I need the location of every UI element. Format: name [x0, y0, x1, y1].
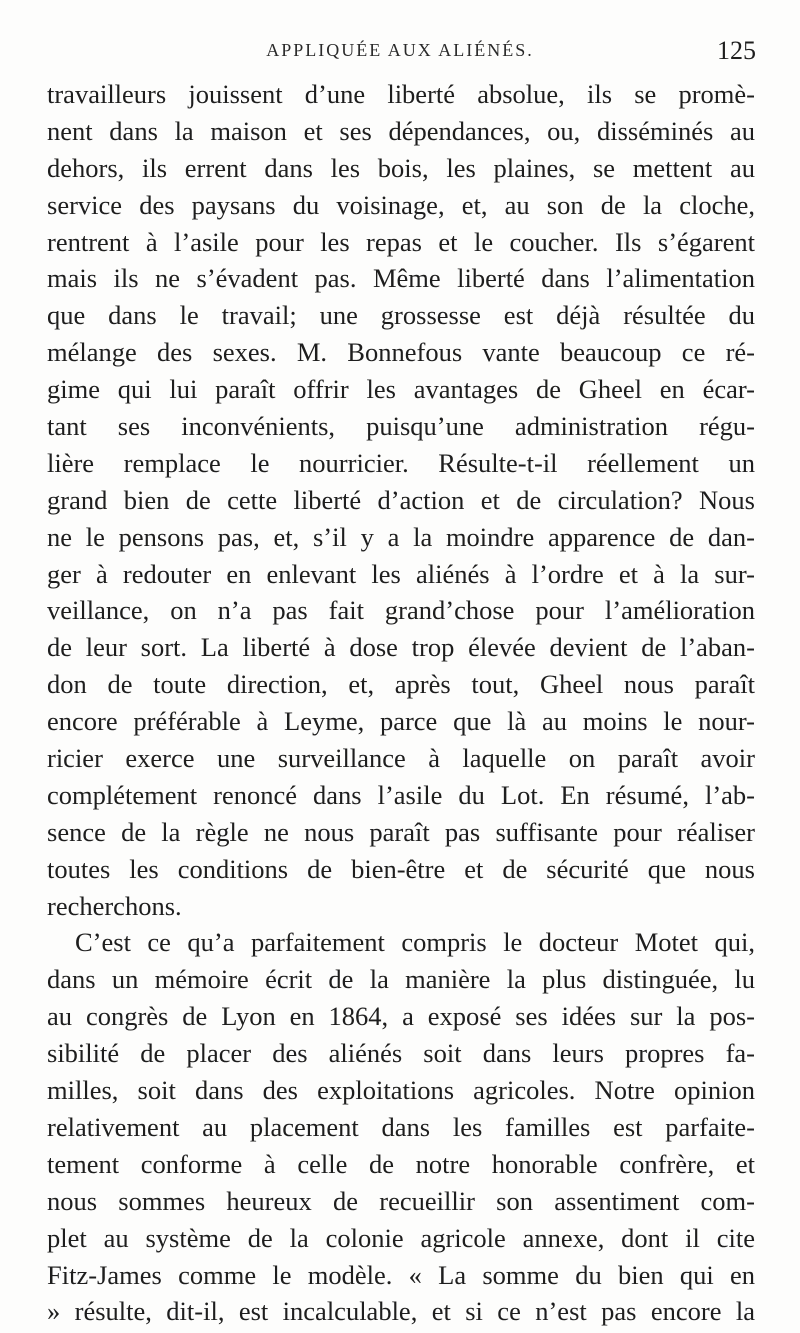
text-line: relativement au placement dans les familles est parfaite-	[47, 1111, 755, 1142]
running-header	[0, 34, 800, 74]
text-line: dans un mémoire écrit de la manière la plus distinguée, lu	[47, 964, 755, 995]
text-line: tant ses inconvénients, puisqu’une administration régu-	[47, 411, 755, 442]
text-line: ne le pensons pas, et, s’il y a la moindre apparence de dan-	[47, 521, 755, 552]
text-line: rentrent à l’asile pour les repas et le coucher. Ils s’égarent	[47, 226, 755, 257]
text-line: don de toute direction, et, après tout, Gheel nous paraît	[47, 669, 755, 700]
text-line: tement conforme à celle de notre honorable confrère, et	[47, 1148, 755, 1179]
paragraph	[47, 76, 755, 924]
text-line: veillance, on n’a pas fait grand’chose pour l’amélioration	[47, 595, 755, 626]
text-line: travailleurs jouissent d’une liberté absolue, ils se promè-	[47, 79, 755, 109]
text-line: que dans le travail; une grossesse est déjà résultée du	[47, 300, 755, 331]
running-title: APPLIQUÉE AUX ALIÉNÉS.	[266, 40, 534, 60]
text-line: mais ils ne s’évadent pas. Même liberté dans l’alimentation	[47, 263, 755, 294]
text-line: encore préférable à Leyme, parce que là au moins le nour-	[47, 706, 755, 737]
text-line: complétement renoncé dans l’asile du Lot. En résumé, l’ab-	[47, 779, 755, 810]
text-line: » résulte, dit-il, est incalculable, et si ce n’est pas encore la	[47, 1296, 755, 1327]
text-line: Fitz-James comme le modèle. « La somme du bien qui en	[47, 1259, 755, 1290]
text-line: milles, soit dans des exploitations agricoles. Notre opinion	[47, 1075, 755, 1106]
text-line: lière remplace le nourricier. Résulte-t-il réellement un	[47, 447, 755, 478]
paragraph	[47, 924, 755, 1330]
text-line: grand bien de cette liberté d’action et de circulation? Nous	[47, 484, 755, 515]
text-line: recherchons.	[47, 890, 182, 921]
page-number: 125	[717, 36, 756, 65]
text-line: nent dans la maison et ses dépendances, ou, disséminés au	[47, 115, 755, 146]
text-line: de leur sort. La liberté à dose trop élevée devient de l’aban-	[47, 632, 755, 663]
text-line: C’est ce qu’a parfaitement compris le docteur Motet qui,	[75, 927, 755, 958]
text-line: dehors, ils errent dans les bois, les plaines, se mettent au	[47, 152, 755, 183]
text-line: sibilité de placer des aliénés soit dans leurs propres fa-	[47, 1038, 755, 1069]
text-line: plet au système de la colonie agricole annexe, dont il cite	[47, 1222, 755, 1253]
text-line: service des paysans du voisinage, et, au son de la cloche,	[47, 189, 755, 220]
body-text	[47, 76, 755, 1330]
text-line: mélange des sexes. M. Bonnefous vante beaucoup ce ré-	[47, 337, 755, 368]
text-line: toutes les conditions de bien-être et de sécurité que nous	[47, 853, 755, 884]
text-line: ger à redouter en enlevant les aliénés à l’ordre et à la sur-	[47, 558, 755, 589]
text-line: nous sommes heureux de recueillir son assentiment com-	[47, 1185, 755, 1216]
text-line: au congrès de Lyon en 1864, a exposé ses idées sur la pos-	[47, 1001, 755, 1032]
text-line: sence de la règle ne nous paraît pas suffisante pour réaliser	[47, 816, 755, 847]
text-line: gime qui lui paraît offrir les avantages de Gheel en écar-	[47, 374, 755, 405]
text-line: ricier exerce une surveillance à laquelle on paraît avoir	[47, 743, 755, 774]
